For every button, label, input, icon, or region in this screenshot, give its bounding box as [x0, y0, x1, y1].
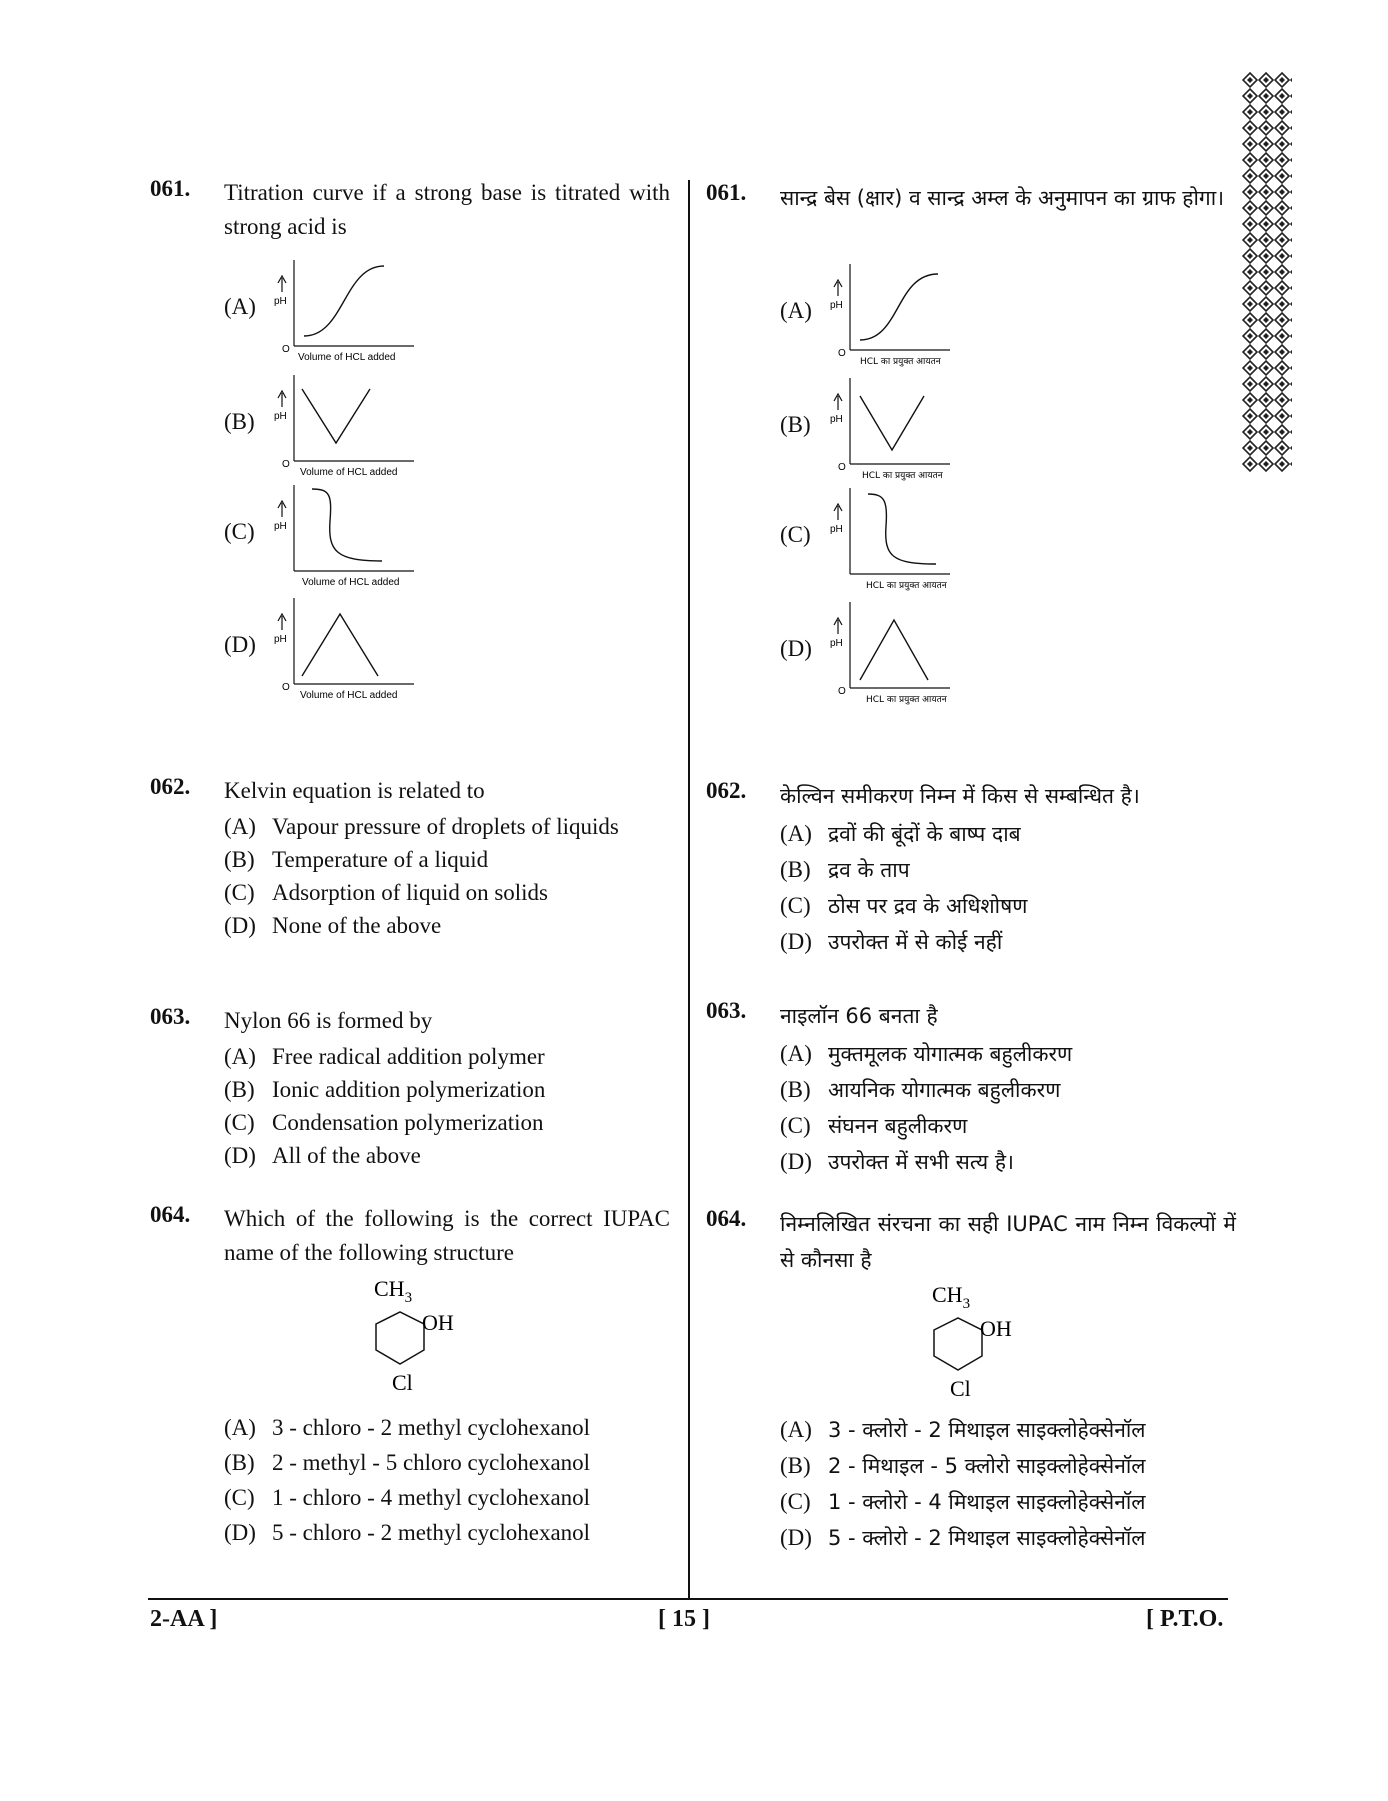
question-text: Titration curve if a strong base is titrated with strong acid is	[224, 180, 670, 239]
question-text: Which of the following is the correct IUPAC name of the following structure	[224, 1206, 670, 1265]
y-axis-label: pH	[274, 296, 287, 307]
option-d: (D) 5 - chloro - 2 methyl cyclohexanol	[224, 1520, 591, 1545]
option-a: (A) द्रवों की बूंदों के बाष्प दाब	[780, 821, 1021, 846]
y-axis-label: pH	[830, 414, 843, 425]
x-axis-label: Volume of HCL added	[300, 690, 398, 701]
option-b: (B) आयनिक योगात्मक बहुलीकरण	[780, 1077, 1061, 1102]
option-a: (A) Vapour pressure of droplets of liquids	[224, 814, 619, 839]
question-62-en	[150, 774, 670, 942]
question-text: सान्द्र बेस (क्षार) व सान्द्र अम्ल के अनुमापन का ग्राफ होगा।	[780, 186, 1225, 210]
methyl-group: CH	[932, 1282, 963, 1307]
option-b: (B) द्रव के ताप	[780, 857, 910, 882]
option-label: (D)	[780, 636, 812, 661]
options-list	[780, 1036, 1236, 1180]
methyl-group: CH	[374, 1276, 405, 1301]
options-list	[780, 816, 1236, 960]
question-number: 062.	[150, 774, 191, 799]
option-label: (C)	[224, 519, 255, 544]
option-b: (B) 2 - methyl - 5 chloro cyclohexanol	[224, 1450, 591, 1475]
x-axis-label: HCL का प्रयुक्त आयतन	[866, 695, 947, 705]
origin-label: O	[282, 344, 290, 355]
option-a: (A) 3 - क्लोरो - 2 मिथाइल साइक्लोहेक्सेनॉल	[780, 1417, 1146, 1442]
question-number: 061.	[706, 180, 747, 205]
options-list	[224, 810, 670, 942]
y-axis-label: pH	[274, 411, 287, 422]
graph-option-d-hi	[780, 598, 1000, 708]
question-64-options-hi	[706, 1412, 1236, 1556]
options-list	[224, 1040, 670, 1172]
question-64-en	[150, 1202, 670, 1270]
question-number: 064.	[150, 1202, 191, 1227]
paper-code: 2-AA ]	[150, 1606, 218, 1632]
footer-rule	[148, 1598, 1228, 1600]
option-c: (C) ठोस पर द्रव के अधिशोषण	[780, 893, 1028, 918]
x-axis-label: Volume of HCL added	[298, 352, 396, 363]
graph-option-b-hi	[780, 374, 1000, 484]
option-d: (D) उपरोक्त में सभी सत्य है।	[780, 1149, 1014, 1174]
question-61-en	[150, 176, 670, 244]
question-text: निम्नलिखित संरचना का सही IUPAC नाम निम्न विकल्पों में से कौनसा है	[780, 1212, 1236, 1272]
question-62-hi	[706, 778, 1236, 960]
graph-option-c-hi	[780, 484, 1000, 594]
options-list	[780, 1412, 1236, 1556]
option-c: (C) 1 - chloro - 4 methyl cyclohexanol	[224, 1485, 591, 1510]
option-d: (D) None of the above	[224, 913, 442, 938]
origin-label: O	[282, 682, 290, 693]
y-axis-label: pH	[830, 524, 843, 535]
please-turn-over: [ P.T.O.	[1146, 1606, 1224, 1632]
origin-label: O	[282, 459, 290, 470]
decorative-border-pattern	[1242, 72, 1292, 472]
question-text: Kelvin equation is related to	[224, 778, 485, 803]
option-label: (B)	[780, 412, 811, 437]
option-c: (C) Condensation polymerization	[224, 1110, 544, 1135]
question-number: 061.	[150, 176, 191, 201]
chloro-group: Cl	[950, 1376, 971, 1401]
question-text: नाइलॉन 66 बनता है	[780, 1004, 938, 1028]
x-axis-label: Volume of HCL added	[300, 467, 398, 478]
question-63-en	[150, 1004, 670, 1172]
svg-text:CH3	[932, 1282, 970, 1312]
option-label: (A)	[780, 298, 812, 323]
svg-text:CH3	[374, 1276, 412, 1306]
x-axis-label: HCL का प्रयुक्त आयतन	[860, 357, 941, 367]
y-axis-label: pH	[274, 634, 287, 645]
option-d: (D) उपरोक्त में से कोई नहीं	[780, 929, 1003, 954]
graph-option-b-en	[224, 371, 444, 481]
origin-label: O	[838, 686, 846, 697]
option-c: (C) संघनन बहुलीकरण	[780, 1113, 968, 1138]
option-b: (B) Ionic addition polymerization	[224, 1077, 546, 1102]
x-axis-label: Volume of HCL added	[302, 577, 400, 588]
question-number: 064.	[706, 1206, 747, 1231]
question-number: 062.	[706, 778, 747, 803]
chemical-structure	[906, 1280, 1046, 1410]
x-axis-label: HCL का प्रयुक्त आयतन	[866, 581, 947, 591]
option-b: (B) Temperature of a liquid	[224, 847, 489, 872]
hydroxyl-group: OH	[980, 1316, 1012, 1341]
option-d: (D) 5 - क्लोरो - 2 मिथाइल साइक्लोहेक्सेनॉल	[780, 1525, 1146, 1550]
methyl-subscript: 3	[404, 1290, 413, 1306]
graph-option-d-en	[224, 594, 444, 704]
question-61-hi	[706, 180, 1236, 216]
option-c: (C) Adsorption of liquid on solids	[224, 880, 549, 905]
origin-label: O	[838, 348, 846, 359]
y-axis-label: pH	[830, 300, 843, 311]
option-d: (D) All of the above	[224, 1143, 421, 1168]
y-axis-label: pH	[830, 638, 843, 649]
x-axis-label: HCL का प्रयुक्त आयतन	[862, 471, 943, 481]
option-a: (A) Free radical addition polymer	[224, 1044, 545, 1069]
column-divider	[688, 180, 690, 1600]
option-b: (B) 2 - मिथाइल - 5 क्लोरो साइक्लोहेक्सेनॉल	[780, 1453, 1146, 1478]
hydroxyl-group: OH	[422, 1310, 454, 1335]
chloro-group: Cl	[392, 1370, 413, 1395]
graph-option-a-en	[224, 256, 444, 366]
origin-label: O	[838, 462, 846, 473]
option-label: (A)	[224, 294, 256, 319]
option-a: (A) 3 - chloro - 2 methyl cyclohexanol	[224, 1415, 591, 1440]
question-number: 063.	[150, 1004, 191, 1029]
option-label: (C)	[780, 522, 811, 547]
question-text: Nylon 66 is formed by	[224, 1008, 433, 1033]
chemical-structure	[348, 1274, 488, 1404]
option-label: (D)	[224, 632, 256, 657]
graph-option-c-en	[224, 481, 444, 591]
option-a: (A) मुक्तमूलक योगात्मक बहुलीकरण	[780, 1041, 1073, 1066]
y-axis-label: pH	[274, 521, 287, 532]
question-text: केल्विन समीकरण निम्न में किस से सम्बन्धित है।	[780, 784, 1140, 808]
question-63-hi	[706, 998, 1236, 1180]
methyl-subscript: 3	[962, 1296, 971, 1312]
question-number: 063.	[706, 998, 747, 1023]
option-label: (B)	[224, 409, 255, 434]
question-64-hi	[706, 1206, 1236, 1278]
options-list	[224, 1410, 670, 1550]
option-c: (C) 1 - क्लोरो - 4 मिथाइल साइक्लोहेक्सेनॉल	[780, 1489, 1146, 1514]
page-number: [ 15 ]	[658, 1606, 710, 1632]
question-64-options-en	[150, 1410, 670, 1550]
graph-option-a-hi	[780, 260, 1000, 370]
